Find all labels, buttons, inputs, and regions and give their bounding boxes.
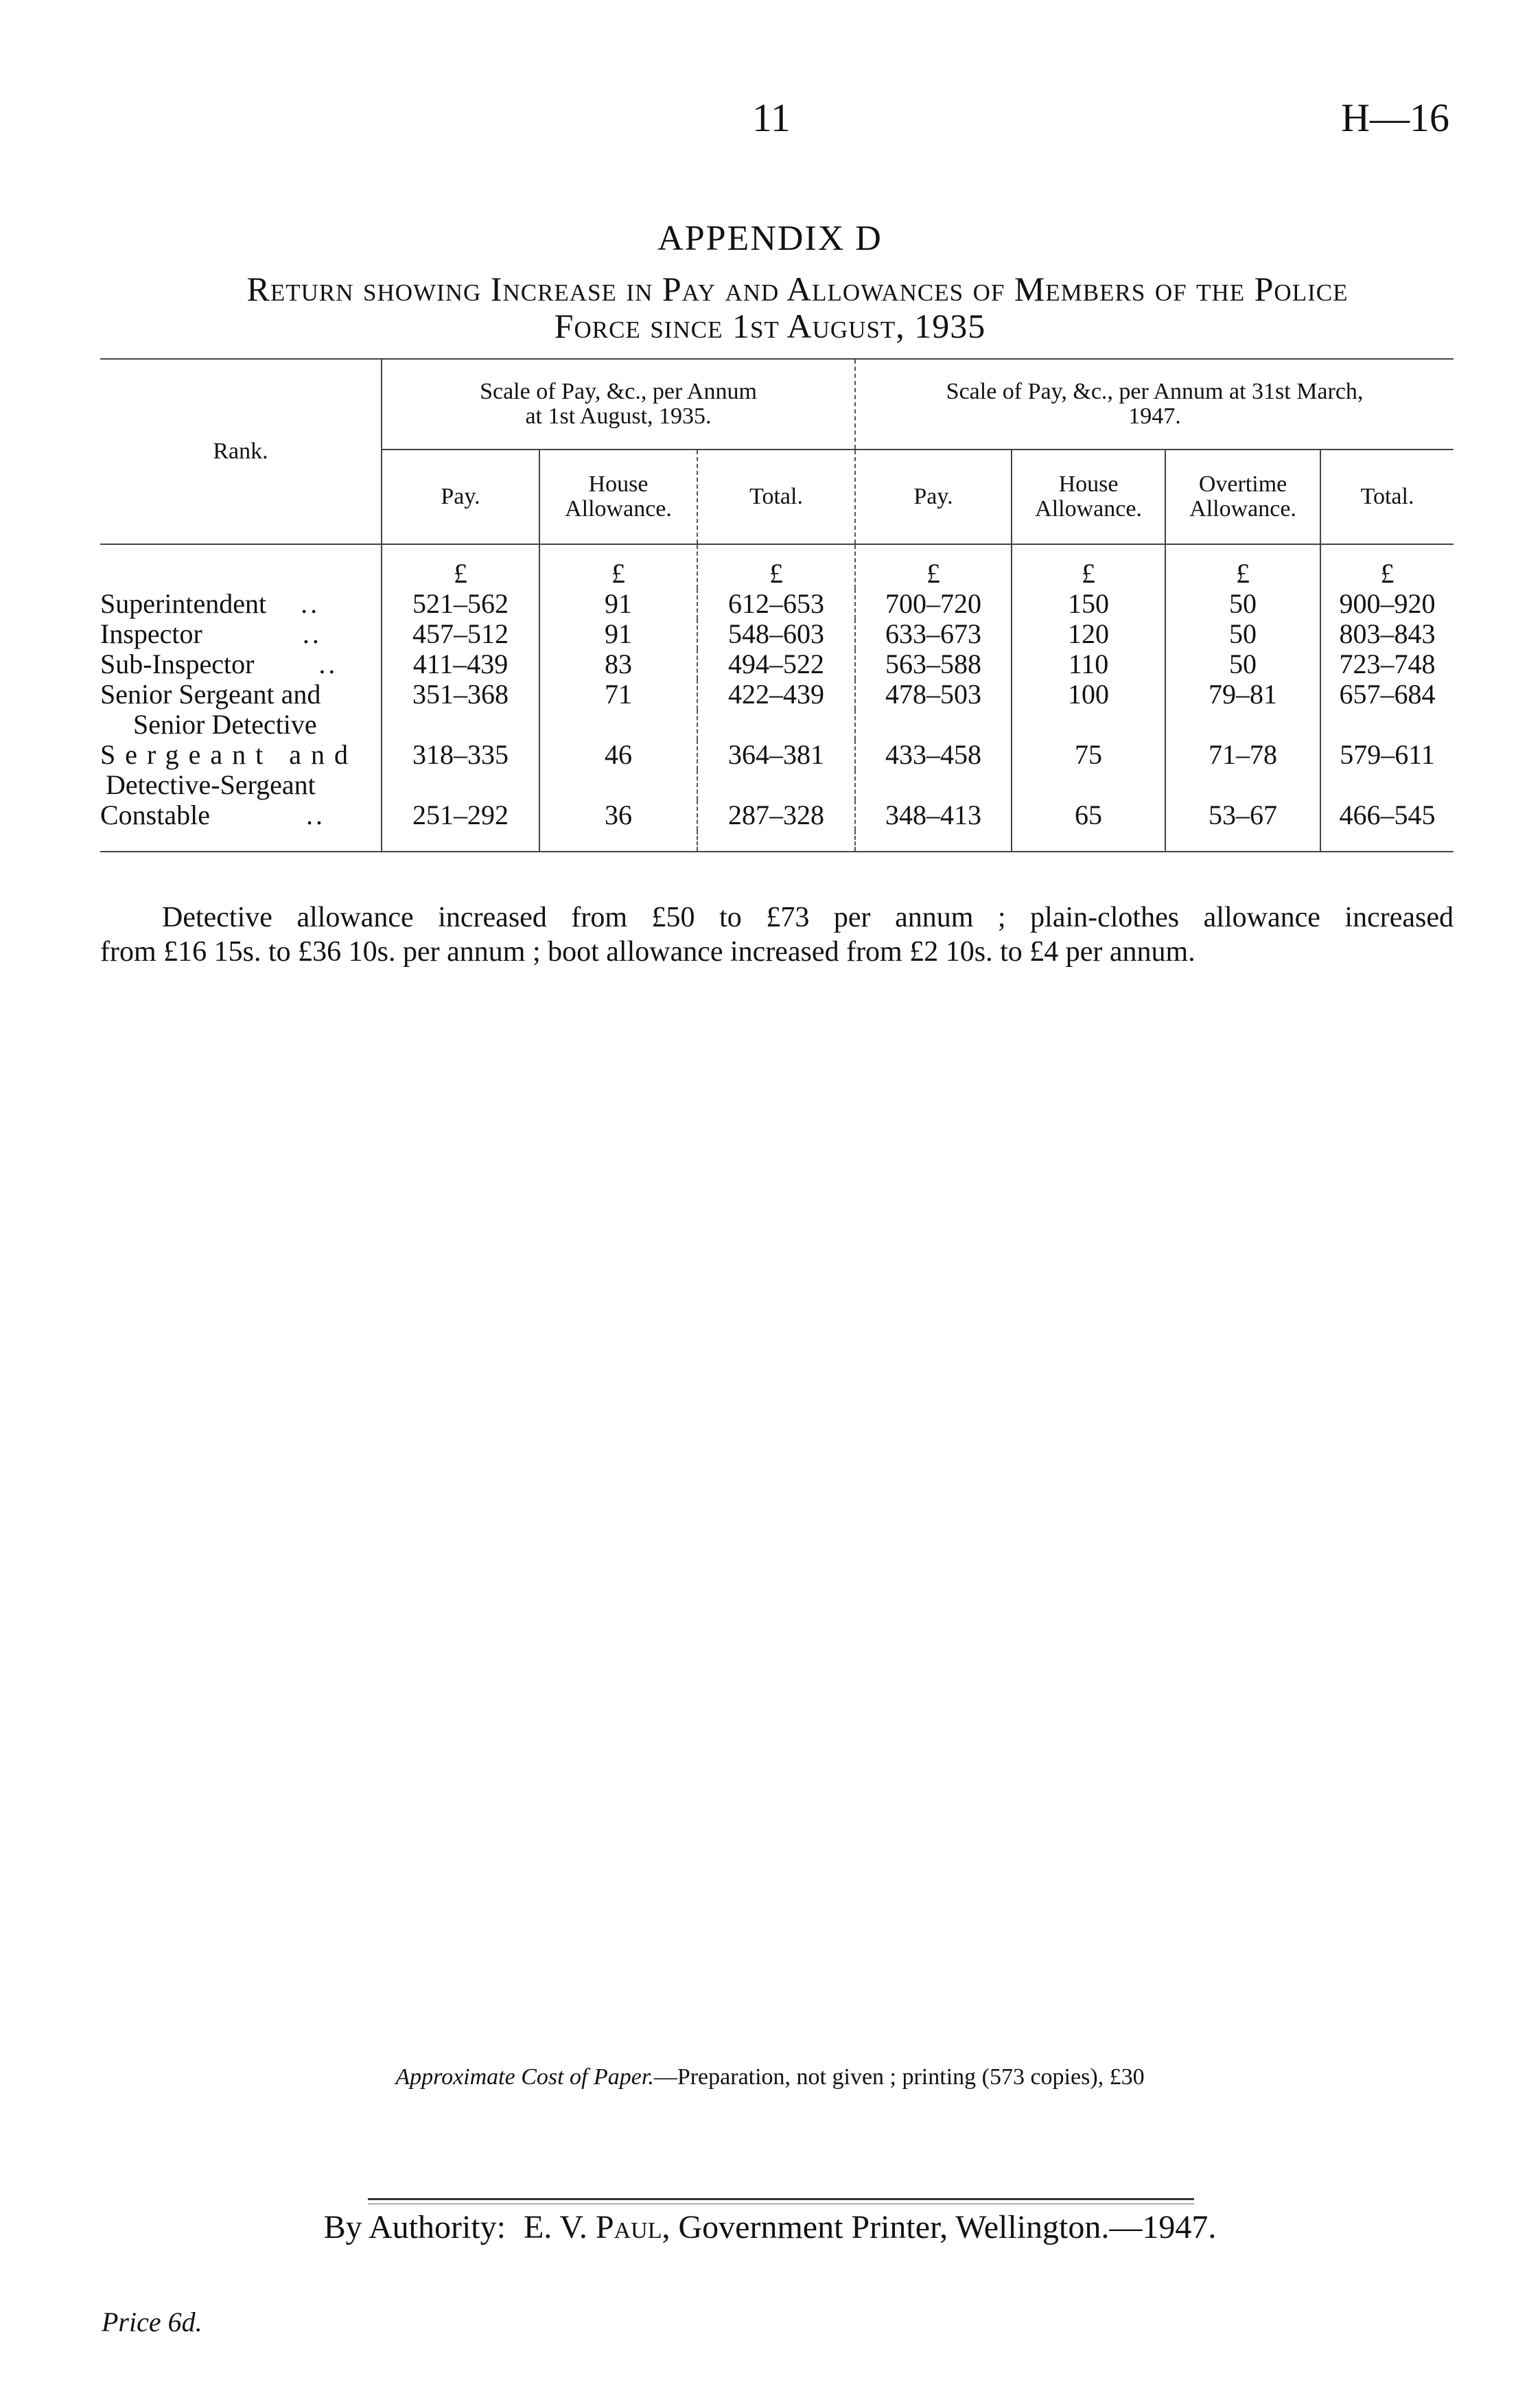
house-1947-cell: 65: [1012, 800, 1165, 830]
total-1947-cell: 466–545: [1320, 800, 1454, 830]
table-bottom-rule: [100, 830, 1454, 852]
pay-1935-cell: 351–368: [382, 679, 539, 710]
rank-cell: [100, 800, 382, 830]
overtime-1947-cell: 53–67: [1165, 800, 1320, 830]
title-line-1: Return showing Increase in Pay and Allowances of Members of the Police: [246, 270, 1349, 308]
overtime-1947-cell: 79–81: [1165, 679, 1320, 710]
rank-continuation: Senior Detective: [133, 709, 317, 740]
house-1935-cell: 91: [539, 589, 697, 619]
total-1935-cell: 287–328: [697, 800, 855, 830]
note-line-1: Detective allowance increased from £50 to £73 per annum ; plain-clothes allowance increased: [162, 902, 1454, 933]
table-row: [100, 679, 1454, 710]
col-house-1947-line1: House: [1058, 471, 1119, 498]
footer-rule: [368, 2198, 1194, 2200]
house-1947-cell: 110: [1012, 649, 1165, 679]
total-1947-cell: 657–684: [1320, 679, 1454, 710]
total-1935-cell: 422–439: [697, 679, 855, 710]
col-house-1935-line2: Allowance.: [565, 496, 672, 522]
scale-1947-header: [855, 359, 1454, 450]
pay-1935-cell: 411–439: [382, 649, 539, 679]
overtime-1947-cell: 50: [1165, 619, 1320, 649]
authority-suffix: Government Printer, Wellington.—1947.: [678, 2209, 1217, 2245]
overtime-1947-cell: 50: [1165, 649, 1320, 679]
pay-1947-cell: 700–720: [855, 589, 1012, 619]
note-line-2: from £16 15s. to £36 10s. per annum ; boot allowance increased from £2 10s. to £4 per annum.: [100, 936, 1195, 968]
rank-label: Constable: [100, 799, 210, 830]
currency-symbol: £: [1012, 544, 1165, 589]
rank-label: Superintendent: [100, 588, 267, 619]
col-pay-1947: Pay.: [855, 450, 1012, 544]
total-1947-cell: 803–843: [1320, 619, 1454, 649]
table-row: [100, 619, 1454, 649]
table-row-continuation: [100, 710, 1454, 740]
total-1947-cell: 900–920: [1320, 589, 1454, 619]
rank-cell: Sergeant and: [100, 739, 358, 770]
total-1947-cell: 723–748: [1320, 649, 1454, 679]
scale-1935-header: [382, 359, 855, 450]
rank-label: Sub-Inspector: [100, 649, 255, 679]
pay-1947-cell: 478–503: [855, 679, 1012, 710]
document-code: H—16: [1341, 95, 1449, 140]
scale-1947-header-line1: Scale of Pay, &c., per Annum at 31st March,: [946, 379, 1364, 405]
scale-1935-header-line2: at 1st August, 1935.: [525, 404, 712, 429]
pay-1947-cell: 348–413: [855, 800, 1012, 830]
rank-header: Rank.: [100, 359, 382, 544]
price: Price 6d.: [102, 2307, 202, 2337]
house-1947-cell: 120: [1012, 619, 1165, 649]
appendix-heading: APPENDIX D: [657, 219, 883, 258]
currency-symbol: £: [539, 544, 697, 589]
leader-dots: ..: [318, 649, 338, 679]
authority-prefix: By Authority:: [323, 2209, 506, 2245]
leader-dots: ..: [301, 588, 320, 619]
total-1947-cell: 579–611: [1320, 740, 1454, 770]
allowance-note: [100, 900, 1454, 969]
col-overtime-1947-line2: Allowance.: [1189, 496, 1296, 522]
house-1935-cell: 71: [539, 679, 697, 710]
currency-symbol: £: [1165, 544, 1320, 589]
cost-label: Approximate Cost of Paper.: [395, 2064, 654, 2090]
currency-row: [100, 544, 1454, 589]
col-house-1947-line2: Allowance.: [1035, 496, 1142, 522]
house-1947-cell: 150: [1012, 589, 1165, 619]
currency-symbol: £: [1320, 544, 1454, 589]
rank-cell: Senior Sergeant and: [100, 679, 321, 710]
leader-dots: ..: [302, 618, 322, 649]
rank-cell: [100, 619, 382, 649]
col-total-1935: Total.: [697, 450, 855, 544]
house-1935-cell: 91: [539, 619, 697, 649]
page-number: 11: [752, 95, 791, 140]
house-1935-cell: 36: [539, 800, 697, 830]
pay-1935-cell: 457–512: [382, 619, 539, 649]
total-1935-cell: 548–603: [697, 619, 855, 649]
cost-text: —Preparation, not given ; printing (573 copies), £30: [653, 2064, 1145, 2090]
house-1935-cell: 83: [539, 649, 697, 679]
currency-symbol: £: [382, 544, 539, 589]
printer-authority: [0, 2208, 1540, 2246]
total-1935-cell: 364–381: [697, 740, 855, 770]
table-row: [100, 589, 1454, 619]
pay-1947-cell: 633–673: [855, 619, 1012, 649]
title-line-2: Force since 1st August, 1935: [554, 307, 986, 345]
table-row-continuation: [100, 770, 1454, 800]
currency-symbol: £: [855, 544, 1012, 589]
table-row: [100, 740, 1454, 770]
rank-continuation: Detective-Sergeant: [106, 769, 316, 800]
table-row: [100, 800, 1454, 830]
rank-cell: [100, 649, 382, 679]
pay-1947-cell: 563–588: [855, 649, 1012, 679]
pay-1935-cell: 318–335: [382, 740, 539, 770]
overtime-1947-cell: 71–78: [1165, 740, 1320, 770]
overtime-1947-cell: 50: [1165, 589, 1320, 619]
rank-label: Inspector: [100, 618, 202, 649]
table-row: [100, 649, 1454, 679]
house-1947-cell: 100: [1012, 679, 1165, 710]
cost-of-paper: [0, 2064, 1540, 2090]
col-house-1935: [539, 450, 697, 544]
house-1935-cell: 46: [539, 740, 697, 770]
pay-1947-cell: 433–458: [855, 740, 1012, 770]
col-pay-1935: Pay.: [382, 450, 539, 544]
col-overtime-1947-line1: Overtime: [1198, 471, 1287, 498]
col-house-1935-line1: House: [588, 471, 649, 498]
col-overtime-1947: [1165, 450, 1320, 544]
printer-name: E. V. Paul,: [523, 2209, 670, 2245]
pay-1935-cell: 251–292: [382, 800, 539, 830]
total-1935-cell: 494–522: [697, 649, 855, 679]
total-1935-cell: 612–653: [697, 589, 855, 619]
leader-dots: ..: [305, 799, 325, 830]
house-1947-cell: 75: [1012, 740, 1165, 770]
col-house-1947: [1012, 450, 1165, 544]
pay-allowances-table: [100, 358, 1454, 852]
pay-1935-cell: 521–562: [382, 589, 539, 619]
currency-symbol: £: [697, 544, 855, 589]
col-total-1947: Total.: [1320, 450, 1454, 544]
rank-cell: [100, 589, 382, 619]
scale-1947-header-line2: 1947.: [1128, 404, 1181, 429]
scale-1935-header-line1: Scale of Pay, &c., per Annum: [480, 379, 757, 405]
